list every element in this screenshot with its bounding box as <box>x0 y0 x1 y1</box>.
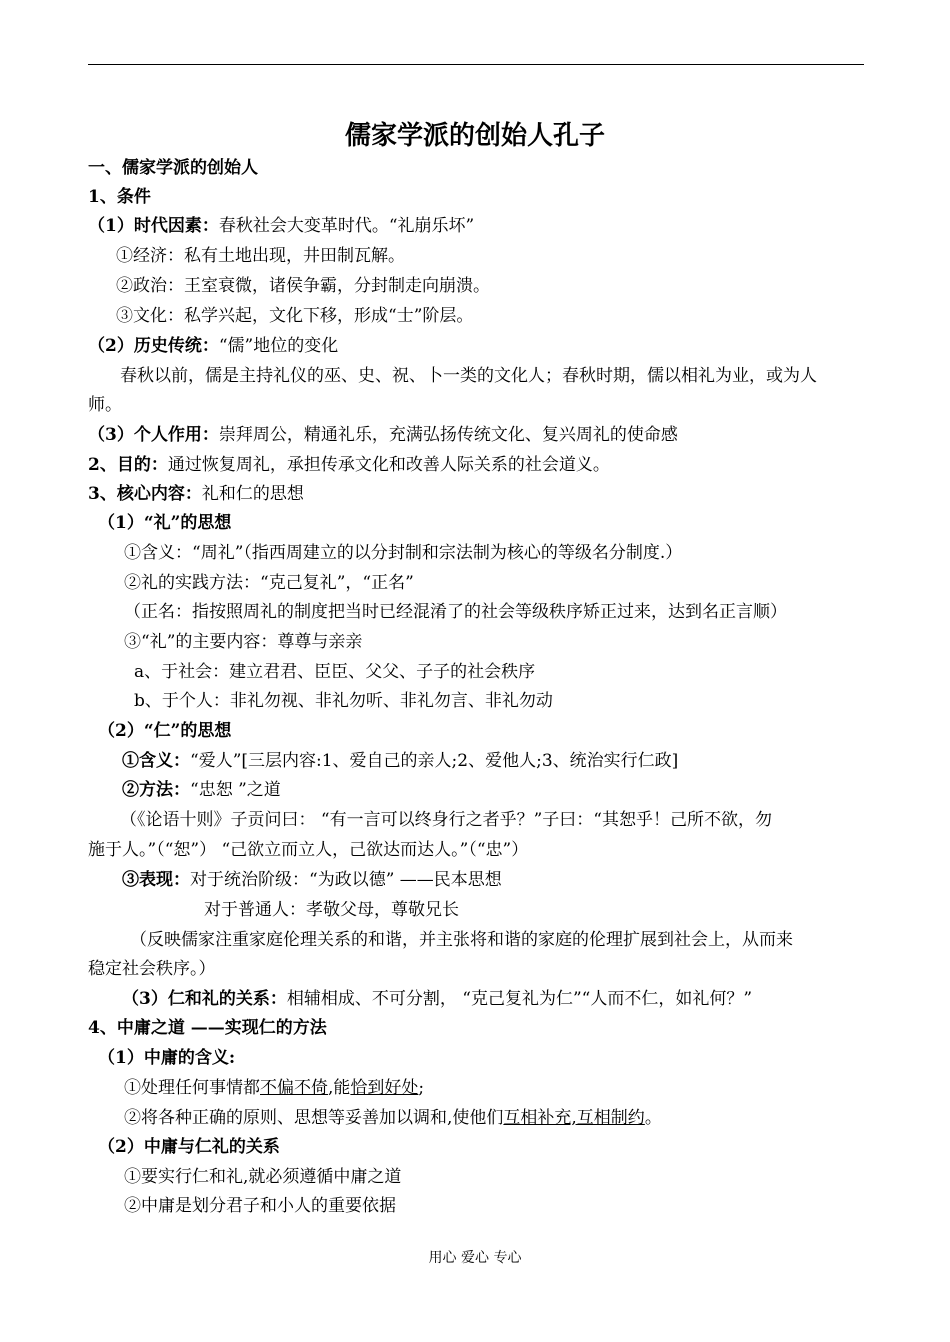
ren-li-relation <box>122 987 752 1011</box>
li-main-content: ③“礼”的主要内容：尊尊与亲亲 <box>124 632 363 652</box>
condition-1-text: 春秋社会大变革时代。“礼崩乐坏” <box>218 216 475 236</box>
core-content-line <box>88 482 304 506</box>
page-title: 儒家学派的创始人孔子 <box>344 121 605 151</box>
li-practice-note: （正名：指按照周礼的制度把当时已经混淆了的社会等级秩序矫正过来，达到名正言顺） <box>124 602 787 622</box>
li-meaning: ①含义：“周礼”（指西周建立的以分封制和宗法制为核心的等级名分制度.） <box>124 543 683 563</box>
section-heading-1: 一、儒家学派的创始人 <box>88 158 258 178</box>
ren-quote-2: 施于人。”（“恕”） “己欲立而立人，己欲达而达人。”（“忠”） <box>88 840 529 860</box>
zhongyong-meaning-1 <box>124 1076 424 1100</box>
ren-li-relation-text: 相辅相成、不可分割， “克己复礼为仁”“人而不仁，如礼何？” <box>286 989 753 1009</box>
zhongyong-meaning-heading: （1）中庸的含义: <box>98 1048 236 1068</box>
ren-quote-1: （《论语十则》子贡问曰： “有一言可以终身行之者乎？”子曰：“其恕乎！己所不欲，勿 <box>120 810 772 830</box>
ren-paragraph-1: （反映儒家注重家庭伦理关系的和谐，并主张将和谐的家庭的伦理扩展到社会上，从而来 <box>130 930 793 950</box>
ren-heading: （2）“仁”的思想 <box>98 721 232 741</box>
politics-line: ②政治：王室衰微，诸侯争霸，分封制走向崩溃。 <box>116 276 490 296</box>
purpose-line <box>88 453 610 477</box>
ren-method <box>122 778 281 802</box>
condition-1 <box>88 214 474 238</box>
li-heading: （1）“礼”的思想 <box>98 513 232 533</box>
li-society: a、于社会：建立君君、臣臣、父父、子子的社会秩序 <box>134 662 536 682</box>
li-practice: ②礼的实践方法：“克己复礼”，“正名” <box>124 573 414 593</box>
ren-paragraph-2: 稳定社会秩序。） <box>88 959 216 979</box>
ren-expression-label: ③表现： <box>122 870 190 890</box>
underlined-phrase: 不偏不倚 <box>260 1078 328 1098</box>
ren-method-label: ②方法： <box>122 780 190 800</box>
condition-3-label: （3）个人作用： <box>88 425 219 445</box>
subheading-conditions: 1、条件 <box>88 187 151 207</box>
header-rule <box>88 64 864 65</box>
condition-1-label: （1）时代因素： <box>88 216 219 236</box>
ren-method-text: “忠恕 ”之道 <box>190 780 281 800</box>
condition-2-text: “儒”地位的变化 <box>218 336 339 356</box>
ren-meaning <box>122 749 678 773</box>
core-content-label: 3、核心内容： <box>88 484 202 504</box>
zhongyong-meaning-1-mid: ,能 <box>328 1078 351 1098</box>
li-individual: b、于个人：非礼勿视、非礼勿听、非礼勿言、非礼勿动 <box>134 691 553 711</box>
ren-li-relation-label: （3）仁和礼的关系： <box>122 989 287 1009</box>
tradition-paragraph-2: 师。 <box>88 395 122 415</box>
ren-meaning-label: ①含义： <box>122 751 190 771</box>
culture-line: ③文化：私学兴起，文化下移，形成“士”阶层。 <box>116 306 474 326</box>
zhongyong-meaning-2 <box>124 1106 662 1130</box>
ren-expression <box>122 868 502 892</box>
condition-3 <box>88 423 678 447</box>
zhongyong-relation-heading: （2）中庸与仁礼的关系 <box>98 1137 280 1157</box>
condition-3-text: 崇拜周公，精通礼乐，充满弘扬传统文化、复兴周礼的使命感 <box>218 425 678 445</box>
underlined-phrase: 互相补充,互相制约 <box>503 1108 645 1128</box>
section-heading-4: 4、中庸之道 ——实现仁的方法 <box>88 1018 327 1038</box>
economy-line: ①经济：私有土地出现，井田制瓦解。 <box>116 246 405 266</box>
zhongyong-relation-1: ①要实行仁和礼,就必须遵循中庸之道 <box>124 1167 402 1187</box>
core-content-text: 礼和仁的思想 <box>201 484 304 504</box>
condition-2-label: （2）历史传统： <box>88 336 219 356</box>
ren-expression-2: 对于普通人：孝敬父母，尊敬兄长 <box>204 900 459 920</box>
condition-2 <box>88 334 338 358</box>
ren-meaning-text: “爱人”[三层内容:1、爱自己的亲人;2、爱他人;3、统治实行仁政] <box>190 751 679 771</box>
zhongyong-meaning-1-text: ①处理任何事情都 <box>124 1078 260 1098</box>
tradition-paragraph-1: 春秋以前，儒是主持礼仪的巫、史、祝、卜一类的文化人；春秋时期，儒以相礼为业，或为人 <box>120 366 817 386</box>
ren-expression-text: 对于统治阶级：“为政以德” ——民本思想 <box>190 870 502 890</box>
zhongyong-meaning-2-end: 。 <box>644 1108 662 1128</box>
zhongyong-meaning-2-text: ②将各种正确的原则、思想等妥善加以调和,使他们 <box>124 1108 504 1128</box>
zhongyong-meaning-1-end: ; <box>418 1078 425 1098</box>
purpose-text: 通过恢复周礼，承担传承文化和改善人际关系的社会道义。 <box>167 455 610 475</box>
page-footer: 用心 爱心 专心 <box>428 1250 522 1266</box>
underlined-phrase: 恰到好处 <box>350 1078 419 1098</box>
zhongyong-relation-2: ②中庸是划分君子和小人的重要依据 <box>124 1196 396 1216</box>
purpose-label: 2、目的： <box>88 455 168 475</box>
